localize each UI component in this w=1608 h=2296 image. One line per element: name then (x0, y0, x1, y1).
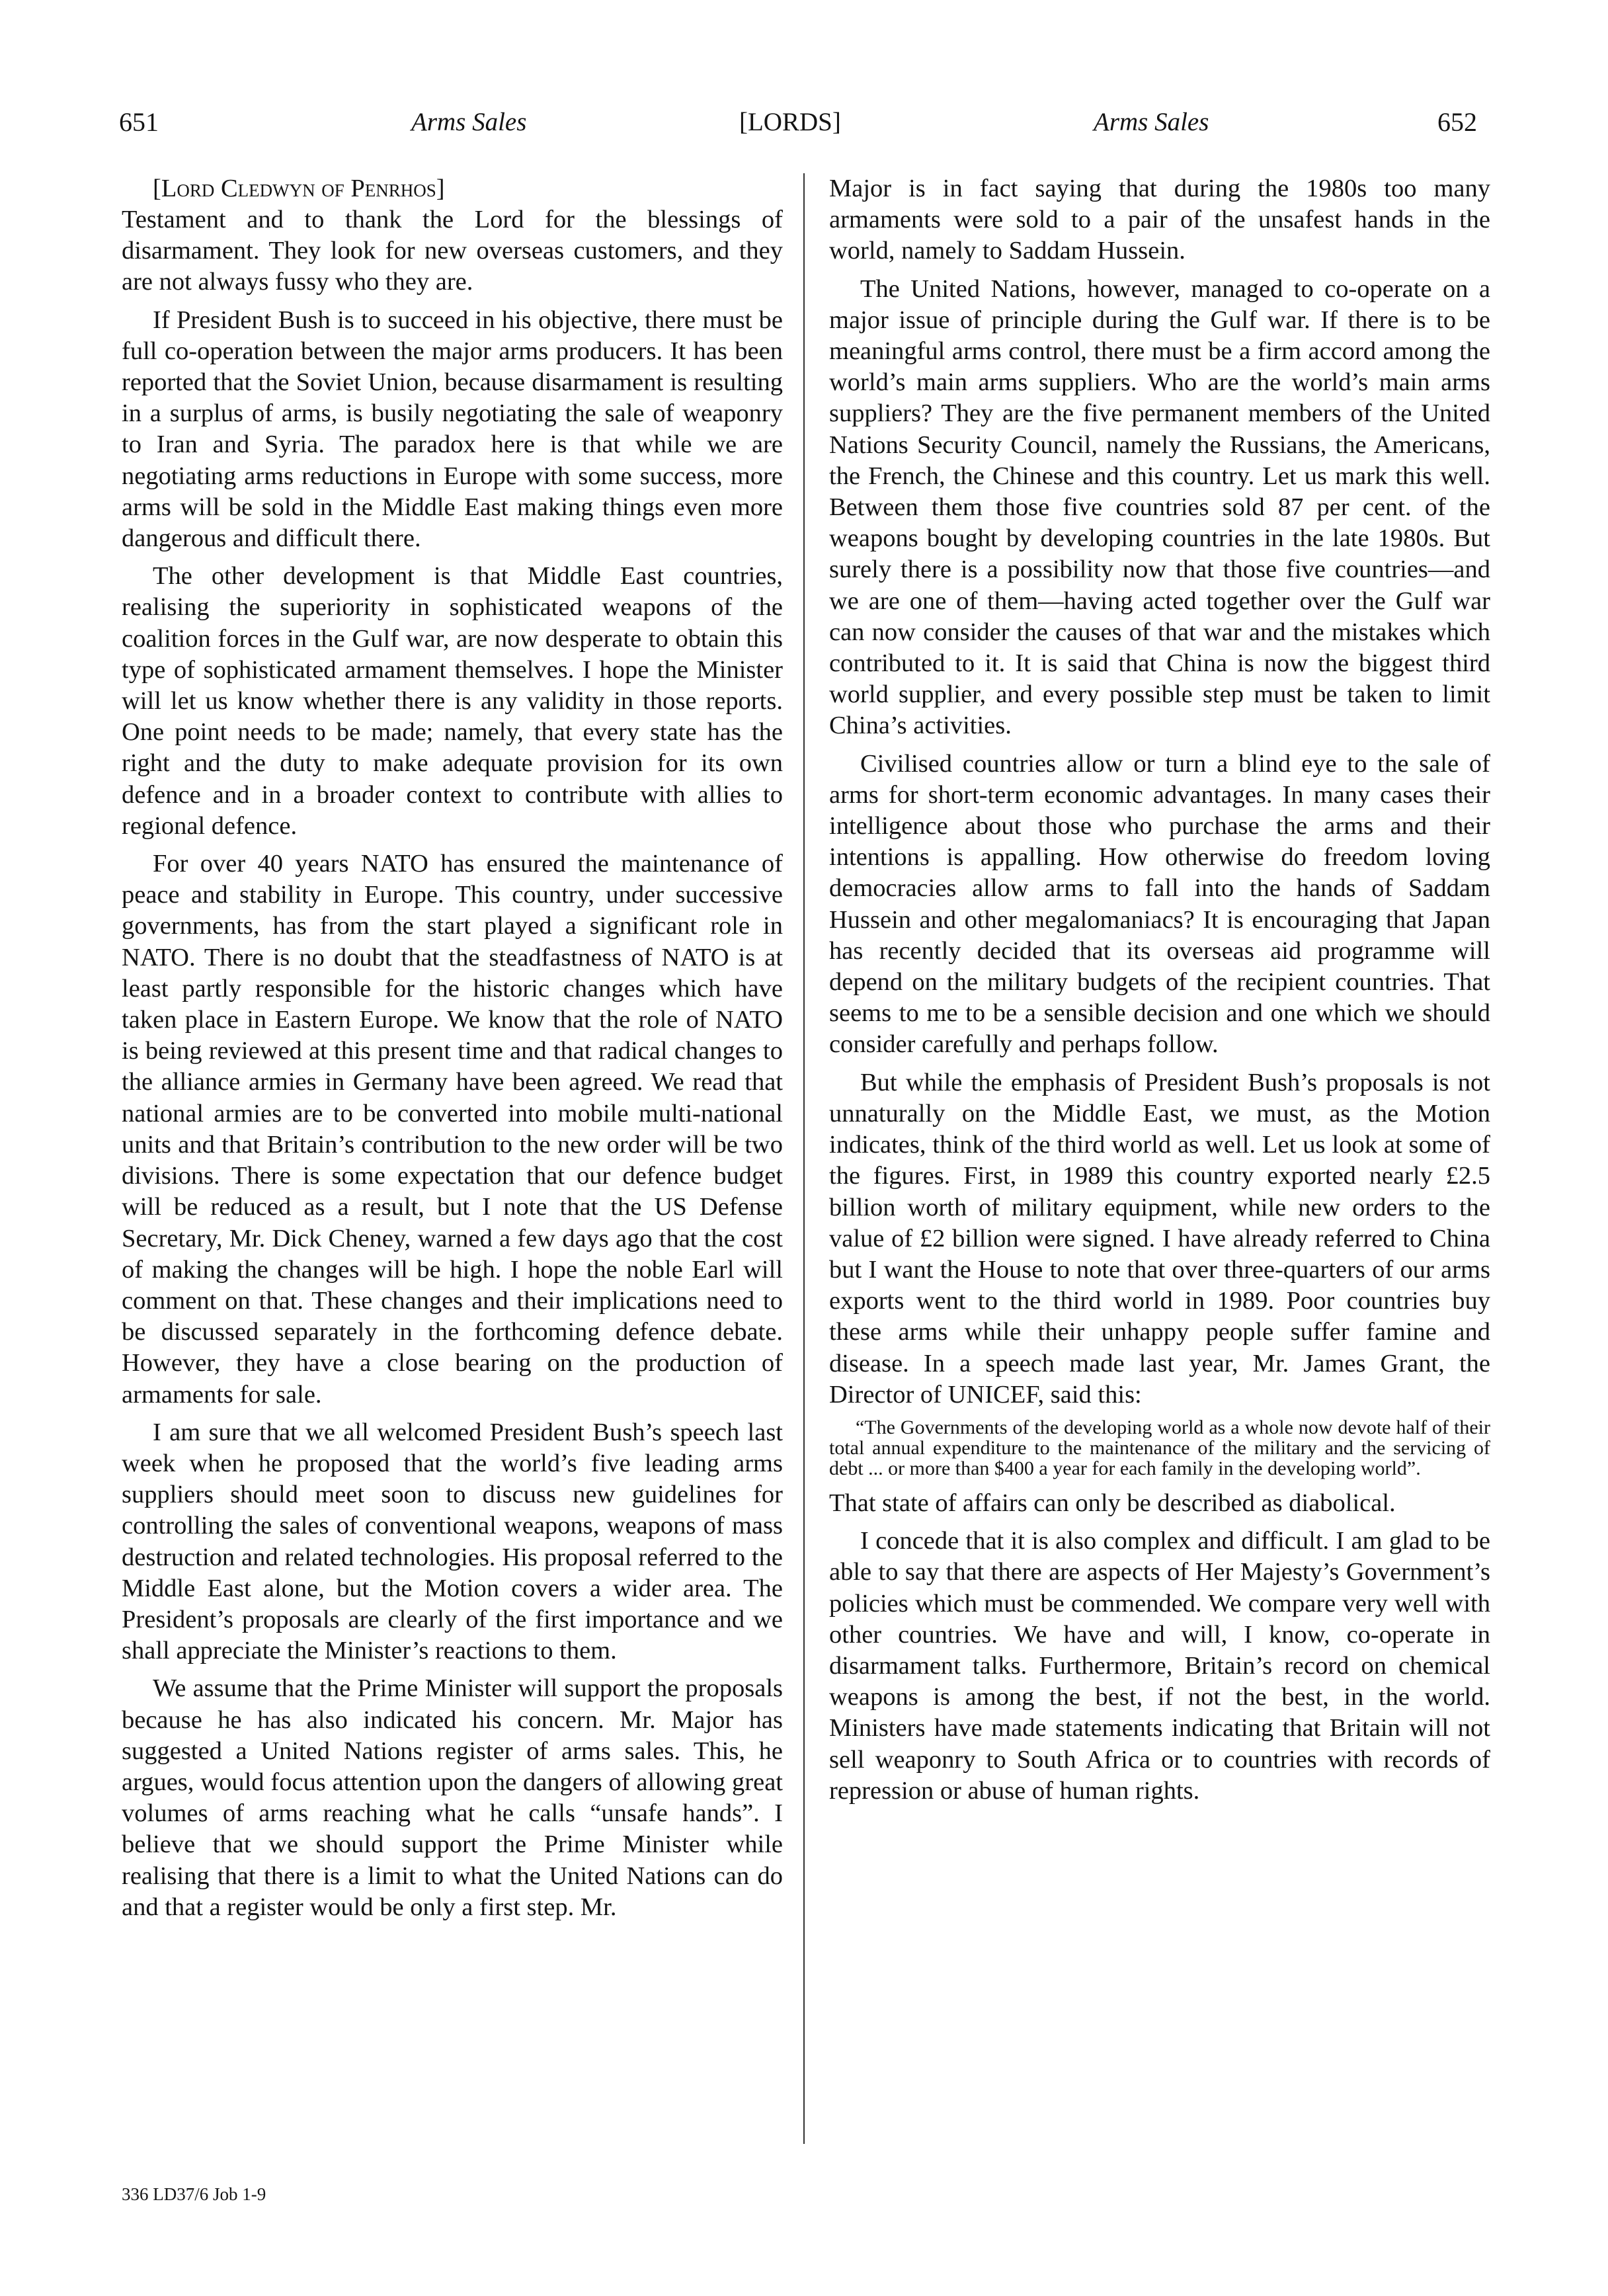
paragraph: Testament and to thank the Lord for the blessings of disarmament. They look for new overseas customers, and they are not always fussy who they are. (122, 206, 783, 296)
continued-speaker: [Lord Cledwyn of Penrhos] (153, 175, 445, 202)
paragraph: We assume that the Prime Minister will support the proposals because he has also indicated his concern. Mr. Major has suggested a United Nations register of arms sales. This, he argues, would focus attention upon the dangers of allowing great volumes of arms reaching what he calls “unsafe hands”. I believe that we should support the Prime Minister while realising that there is a limit to what the United Nations can do and that a register would be only a first step. Mr. (122, 1674, 783, 1921)
quotation-text: “The Governments of the developing world as a whole now devote half of their total annual expenditure to the maintenance of the military and the servicing of debt ... or more than $400 a year for each family in the developing world”. (829, 1416, 1490, 1479)
left-running-title: Arms Sales (411, 108, 527, 136)
paragraph: The United Nations, however, managed to co-operate on a major issue of principle during the Gulf war. If there is to be meaningful arms control, there must be a firm accord among the world’s main arms suppliers. Who are the world’s main arms suppliers? They are the five permanent members of the United Nations Security Council, namely the Russians, the Americans, the French, the Chinese and this country. Let us mark this well. Between them those five countries sold 87 per cent. of the weapons bought by developing countries in the late 1980s. But surely there is a possibility now that those five countries—and we are one of them—having acted together over the Gulf war can now consider the causes of that war and the mistakes which contributed to it. It is said that China is now the biggest third world supplier, and every possible step must be taken to limit China’s activities. (829, 274, 1490, 740)
right-page-number: 652 (1437, 107, 1477, 137)
right-running-title: Arms Sales (1094, 108, 1209, 136)
right-column (829, 173, 1490, 1813)
left-column (122, 173, 783, 1930)
paragraph: I am sure that we all welcomed President Bush’s speech last week when he proposed that the world’s five leading arms suppliers should meet soon to discuss new guidelines for controlling the sales of conventional weapons, weapons of mass destruction and related technologies. His proposal referred to the Middle East alone, but the Motion covers a wider area. The President’s proposals are clearly of the first importance and we shall appreciate the Minister’s reactions to them. (122, 1418, 783, 1665)
quotation (829, 1417, 1490, 1479)
column-divider (803, 173, 805, 2144)
print-code: 336 LD37/6 Job 1-9 (122, 2184, 266, 2204)
paragraph: If President Bush is to succeed in his objective, there must be full co-operation between the major arms producers. It has been reported that the Soviet Union, because disarmament is resulting in a surplus of arms, is busily negotiating the sale of weaponry to Iran and Syria. The paradox here is that while we are negotiating arms reductions in Europe with some success, more arms will be sold in the Middle East making things even more dangerous and difficult there. (122, 306, 783, 553)
paragraph: I concede that it is also complex and difficult. I am glad to be able to say that there are aspects of Her Majesty’s Government’s policies which must be commended. We compare very well with other countries. We have and will, I know, co-operate in disarmament talks. Furthermore, Britain’s record on chemical weapons is among the best, if not the best, in the world. Ministers have made statements indicating that Britain will not sell weaponry to South Africa or to countries with records of repression or abuse of human rights. (829, 1527, 1490, 1805)
house-label: [LORDS] (739, 108, 841, 136)
paragraph: Major is in fact saying that during the 1980s too many armaments were sold to a pair of the unsafest hands in the world, namely to Saddam Hussein. (829, 175, 1490, 265)
paragraph: The other development is that Middle East countries, realising the superiority in sophisticated weapons of the coalition forces in the Gulf war, are now desperate to obtain this type of sophisticated armament themselves. I hope the Minister will let us know whether there is any validity in those reports. One point needs to be made; namely, that every state has the right and the duty to make adequate provision for its own defence and in a broader context to contribute with allies to regional defence. (122, 562, 783, 840)
paragraph: Civilised countries allow or turn a blind eye to the sale of arms for short-term economic advantages. In many cases their intelligence about those who purchase the arms and their intentions is appalling. How otherwise do freedom loving democracies allow arms to fall into the hands of Saddam Hussein and other megalomaniacs? It is encouraging that Japan has recently decided that its overseas aid programme will depend on the military budgets of the recipient countries. That seems to me to be a sensible decision and one which we should consider carefully and perhaps follow. (829, 749, 1490, 1059)
paragraph: But while the emphasis of President Bush’s proposals is not unnaturally on the Middle East, we must, as the Motion indicates, think of the third world as well. Let us look at some of the figures. First, in 1989 this country exported nearly £2.5 billion worth of military equipment, while new orders to the value of £2 billion were signed. I have already referred to China but I want the House to note that over three-quarters of our arms exports went to the third world in 1989. Poor countries buy these arms while their unhappy people suffer famine and disease. In a speech made last year, Mr. James Grant, the Director of UNICEF, said this: (829, 1068, 1490, 1409)
left-page-number: 651 (119, 107, 159, 137)
paragraph: For over 40 years NATO has ensured the maintenance of peace and stability in Europe. This country, under successive governments, has from the start played a significant role in NATO. There is no doubt that the steadfastness of NATO is at least partly responsible for the historic changes which have taken place in Eastern Europe. We know that the role of NATO is being reviewed at this present time and that radical changes to the alliance armies in Germany have been agreed. We read that national armies are to be converted into mobile multi-national units and that Britain’s contribution to the new order will be two divisions. There is some expectation that our defence budget will be reduced as a result, but I note that the US Defense Secretary, Mr. Dick Cheney, warned a few days ago that the cost of making the changes will be high. I hope the noble Earl will comment on that. These changes and their implications need to be discussed separately in the forthcoming defence debate. However, they have a close bearing on the production of armaments for sale. (122, 850, 783, 1409)
paragraph: That state of affairs can only be described as diabolical. (829, 1489, 1396, 1517)
